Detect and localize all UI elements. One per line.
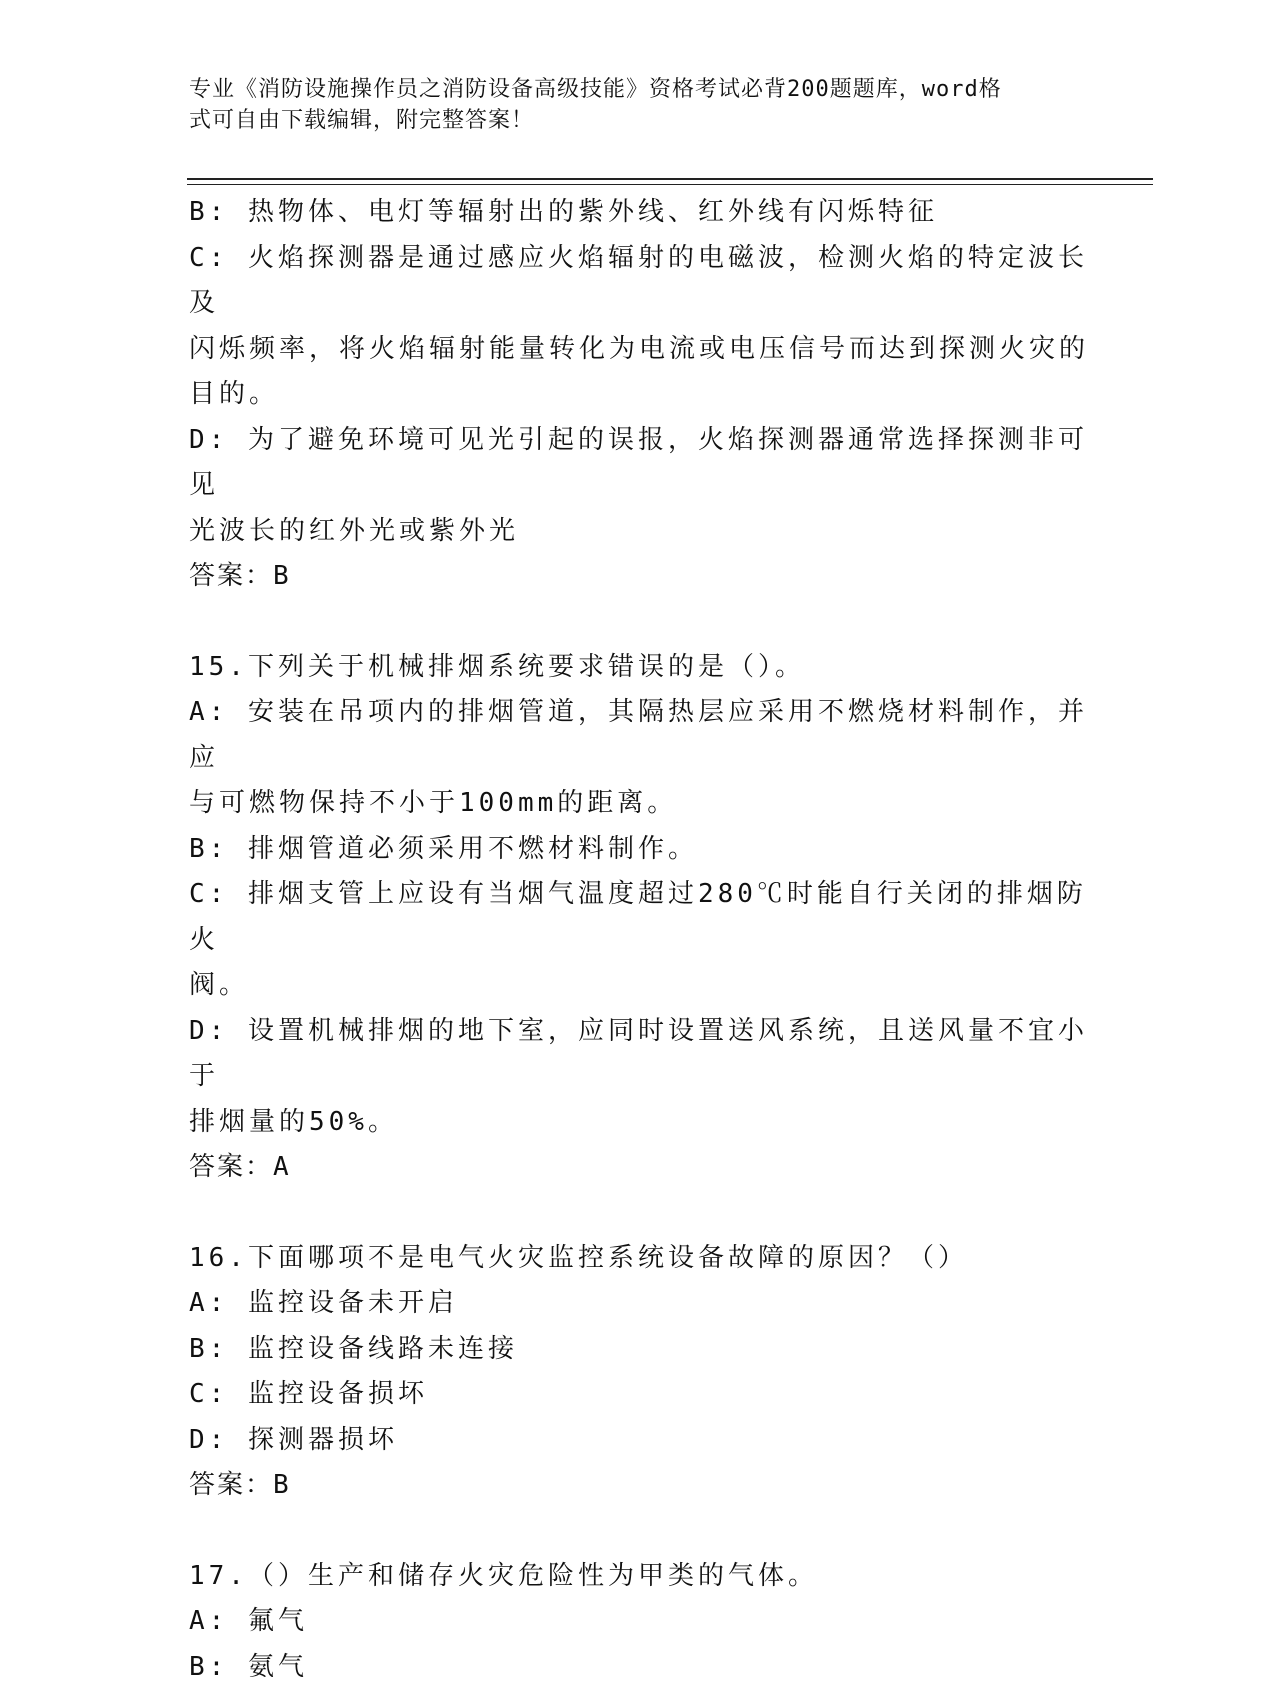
answer: 答案：B: [189, 1463, 1089, 1509]
option-b: B: 氨气: [189, 1645, 1089, 1690]
answer: 答案：A: [189, 1145, 1089, 1191]
option-c-line-1: C: 火焰探测器是通过感应火焰辐射的电磁波，检测火焰的特定波长及: [189, 236, 1089, 327]
question-stem: 15.下列关于机械排烟系统要求错误的是（）。: [189, 645, 1089, 691]
question-16: [189, 1236, 1089, 1509]
option-c-line-1: C: 排烟支管上应设有当烟气温度超过280℃时能自行关闭的排烟防火: [189, 872, 1089, 963]
spacer: [189, 1509, 1089, 1554]
option-c-line-2: 阀。: [189, 963, 1089, 1009]
option-b: B: 热物体、电灯等辐射出的紫外线、红外线有闪烁特征: [189, 190, 1089, 236]
option-d-line-2: 光波长的红外光或紫外光: [189, 509, 1089, 555]
spacer: [189, 600, 1089, 645]
option-c: C: 监控设备损坏: [189, 1372, 1089, 1418]
option-a-line-1: A: 安装在吊项内的排烟管道，其隔热层应采用不燃烧材料制作，并应: [189, 690, 1089, 781]
option-d: D: 探测器损坏: [189, 1418, 1089, 1464]
option-a-line-2: 与可燃物保持不小于100mm的距离。: [189, 781, 1089, 827]
question-14-continued: [189, 190, 1089, 600]
spacer: [189, 1191, 1089, 1236]
header-line-1: 专业《消防设施操作员之消防设备高级技能》资格考试必背200题题库，word格: [189, 74, 1069, 105]
option-d-line-1: D: 为了避免环境可见光引起的误报，火焰探测器通常选择探测非可见: [189, 418, 1089, 509]
option-a: A: 监控设备未开启: [189, 1281, 1089, 1327]
option-b: B: 排烟管道必须采用不燃材料制作。: [189, 827, 1089, 873]
answer: 答案：B: [189, 554, 1089, 600]
header-divider-thin: [187, 184, 1153, 185]
question-17: [189, 1554, 1089, 1690]
option-c-line-2: 闪烁频率，将火焰辐射能量转化为电流或电压信号而达到探测火灾的: [189, 327, 1089, 373]
option-c-line-3: 目的。: [189, 372, 1089, 418]
question-stem: 16.下面哪项不是电气火灾监控系统设备故障的原因？（）: [189, 1236, 1089, 1282]
document-header: [189, 74, 1069, 136]
header-line-2: 式可自由下载编辑，附完整答案！: [189, 105, 1069, 136]
option-b: B: 监控设备线路未连接: [189, 1327, 1089, 1373]
option-d-line-2: 排烟量的50%。: [189, 1100, 1089, 1146]
question-15: [189, 645, 1089, 1191]
header-divider-thick: [187, 178, 1153, 180]
document-body: [189, 190, 1089, 1690]
question-stem: 17.（）生产和储存火灾危险性为甲类的气体。: [189, 1554, 1089, 1600]
option-d-line-1: D: 设置机械排烟的地下室，应同时设置送风系统，且送风量不宜小于: [189, 1009, 1089, 1100]
option-a: A: 氟气: [189, 1599, 1089, 1645]
